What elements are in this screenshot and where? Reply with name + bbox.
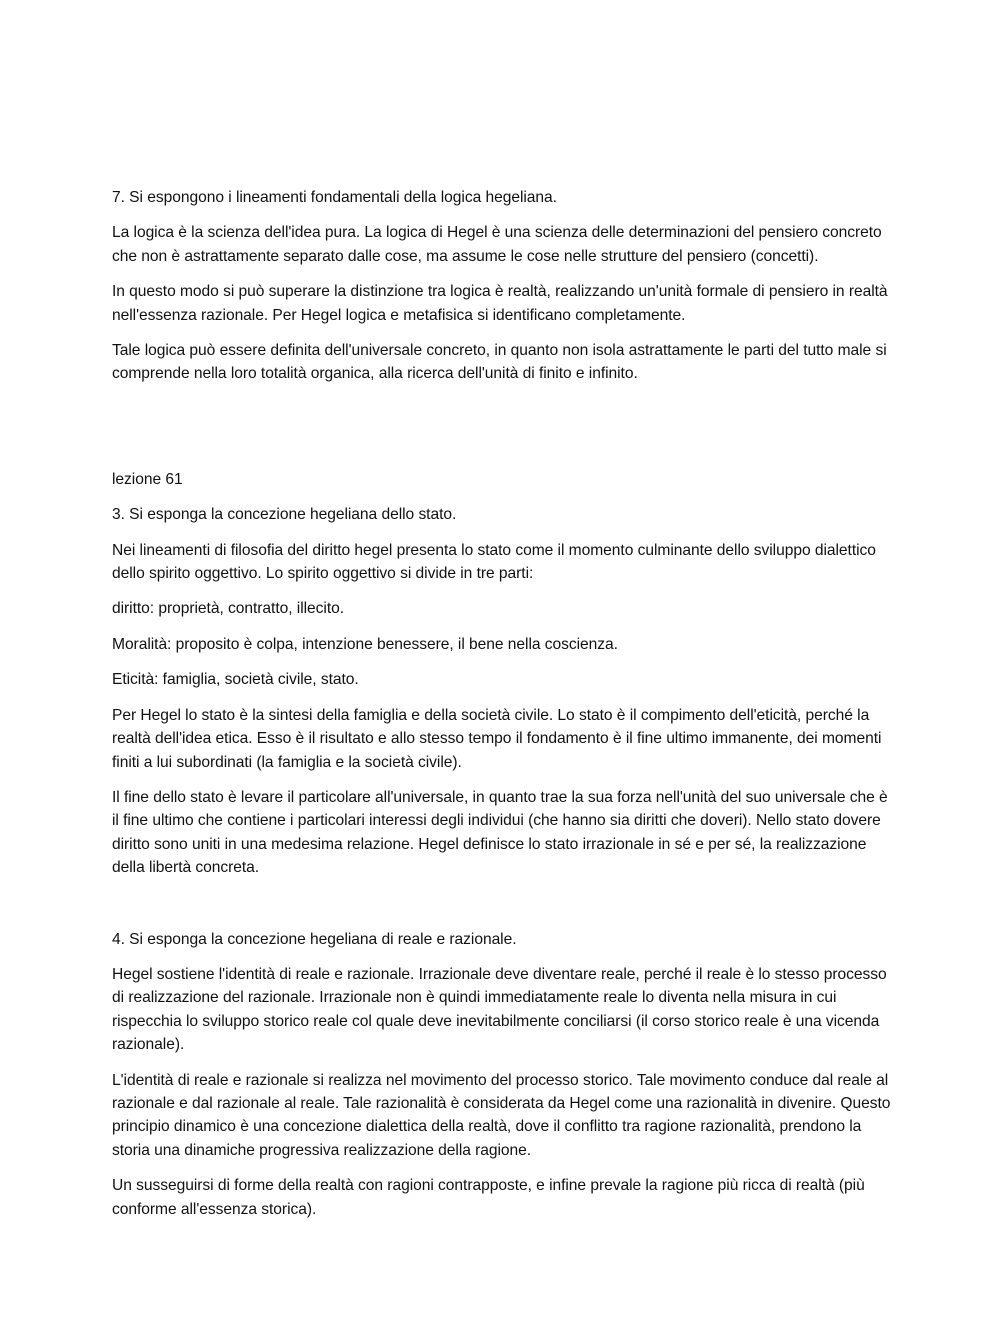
paragraph: diritto: proprietà, contratto, illecito. [112,600,345,618]
section-stato [112,503,892,879]
section-logica [112,186,892,386]
paragraph: Hegel sostiene l'identità di reale e razionale. Irrazionale deve diventare reale, perché il reale è lo stesso processo di realizzazione del razionale. Irrazionale non è quindi immediatamente reale lo diventa nella misura in cui rispecchia lo sviluppo storico reale col quale deve inevitabilmente conciliarsi (il corso storico reale è una vicenda razionale). [112,965,887,1054]
paragraph: Il fine dello stato è levare il particolare all'universale, in quanto trae la sua forza nell'unità del suo universale che è il fine ultimo che contiene i particolari interessi degli individui (che hanno sia diritti che doveri). Nello stato dovere diritto sono uniti in una medesima relazione. Hegel definisce lo stato irrazionale in sé e per sé, la realizzazione della libertà concreta. [112,788,888,877]
paragraph: In questo modo si può superare la distinzione tra logica è realtà, realizzando un'unità formale di pensiero in realtà nell'essenza razionale. Per Hegel logica e metafisica si identificano completamente. [112,283,888,324]
paragraph: Eticità: famiglia, società civile, stato. [112,671,359,689]
section-reale-razionale [112,928,892,1221]
paragraph: L'identità di reale e razionale si realizza nel movimento del processo storico. Tale movimento conduce dal reale al razionale e dal razionale al reale. Tale razionalità è considerata da Hegel come una razionalità in divenire. Questo principio dinamico è una concezione dialettica della realtà, dove il conflitto tra ragione razionalità, prendono la storia una dinamiche progressiva realizzazione della ragione. [112,1071,891,1159]
paragraph: Un susseguirsi di forme della realtà con ragioni contrapposte, e infine prevale la ragione più ricca di realtà (più conforme all'essenza storica). [112,1177,865,1218]
paragraph: Tale logica può essere definita dell'universale concreto, in quanto non isola astrattamente le parti del tutto male si comprende nella loro totalità organica, alla ricerca dell'unità di finito e infinito. [112,342,887,383]
paragraph: Per Hegel lo stato è la sintesi della famiglia e della società civile. Lo stato è il compimento dell'eticità, perché la realtà dell'idea etica. Esso è il risultato e allo stesso tempo il fondamento è il fine ultimo immanente, dei momenti finiti a lui subordinati (la famiglia e la società civile). [112,706,882,771]
paragraph: Nei lineamenti di filosofia del diritto hegel presenta lo stato come il momento culminante dello sviluppo dialettico dello spirito oggettivo. Lo spirito oggettivo si divide in tre parti: [112,541,876,583]
lesson-label: lezione 61 [112,470,183,488]
section-heading: 3. Si esponga la concezione hegeliana dello stato. [112,506,457,524]
paragraph: Moralità: proposito è colpa, intenzione benessere, il bene nella coscienza. [112,635,618,653]
paragraph: La logica è la scienza dell'idea pura. La logica di Hegel è una scienza delle determinazioni del pensiero concreto che non è astrattamente separato dalle cose, ma assume le cose nelle strutture del pensiero (concetti). [112,224,882,265]
section-heading: 4. Si esponga la concezione hegeliana di reale e razionale. [112,930,517,948]
section-heading: 7. Si espongono i lineamenti fondamentali della logica hegeliana. [112,189,557,206]
